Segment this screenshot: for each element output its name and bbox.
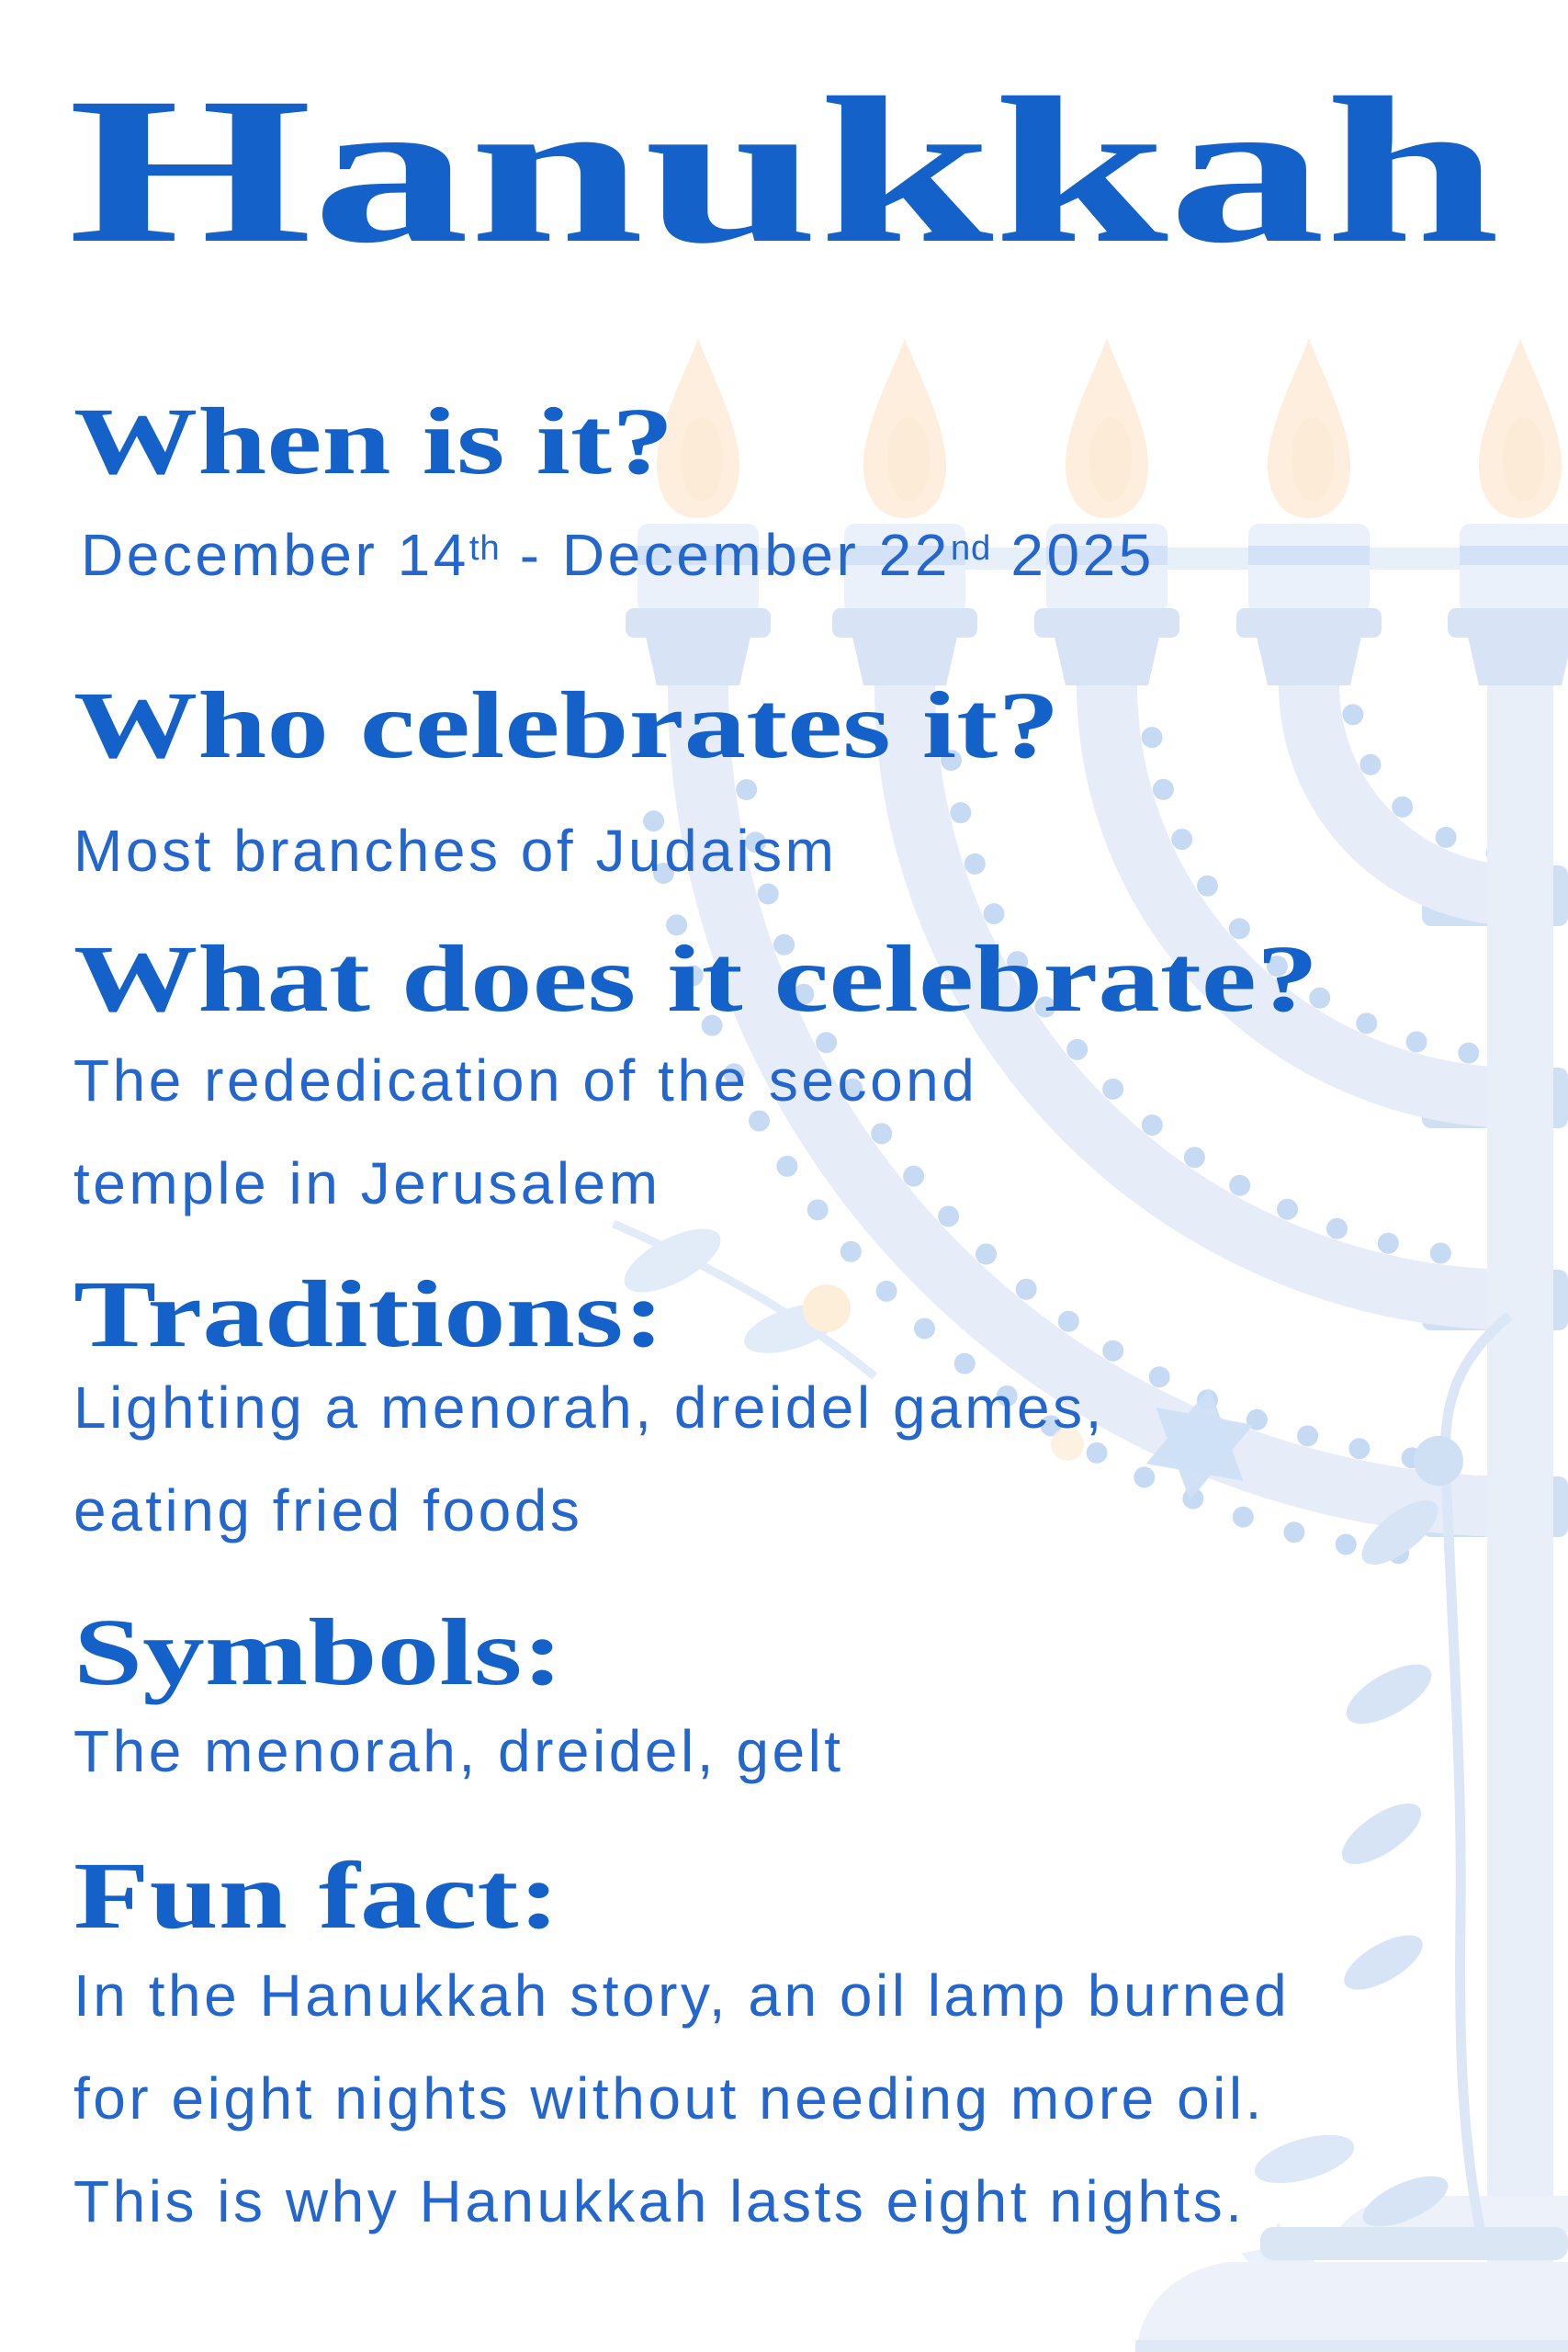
traditions-body-line: eating fried foods [73, 1477, 583, 1544]
date-part: - December 22 [500, 522, 951, 588]
fun-fact-body [73, 1944, 1290, 2253]
what-body [73, 1029, 977, 1235]
ordinal-suffix: nd [950, 527, 992, 568]
what-body-line: The rededication of the second [73, 1047, 978, 1114]
symbols-body: The menorah, dreidel, gelt [73, 1718, 844, 1784]
section-heading-symbols: Symbols: [73, 1600, 564, 1705]
fun-fact-line: In the Hanukkah story, an oil lamp burned [73, 1962, 1291, 2029]
date-part: 2025 [991, 522, 1155, 588]
section-heading-fun-fact: Fun fact: [73, 1843, 560, 1949]
date-part: December 14 [81, 522, 469, 588]
date-range [81, 503, 1155, 616]
fun-fact-line: This is why Hanukkah lasts eight nights. [73, 2168, 1246, 2234]
section-heading-when: When is it? [73, 389, 674, 494]
section-heading-what: What does it celebrate? [73, 926, 1319, 1032]
section-heading-traditions: Traditions: [73, 1261, 665, 1367]
poster-title: Hanukkah [67, 55, 1501, 287]
traditions-body [73, 1356, 1105, 1562]
who-body: Most branches of Judaism [73, 818, 838, 884]
section-heading-who: Who celebrates it? [73, 673, 1060, 778]
what-body-line: temple in Jerusalem [73, 1150, 661, 1216]
fun-fact-line: for eight nights without needing more oil. [73, 2065, 1265, 2132]
traditions-body-line: Lighting a menorah, dreidel games, [73, 1374, 1105, 1441]
ordinal-suffix: th [468, 527, 501, 568]
